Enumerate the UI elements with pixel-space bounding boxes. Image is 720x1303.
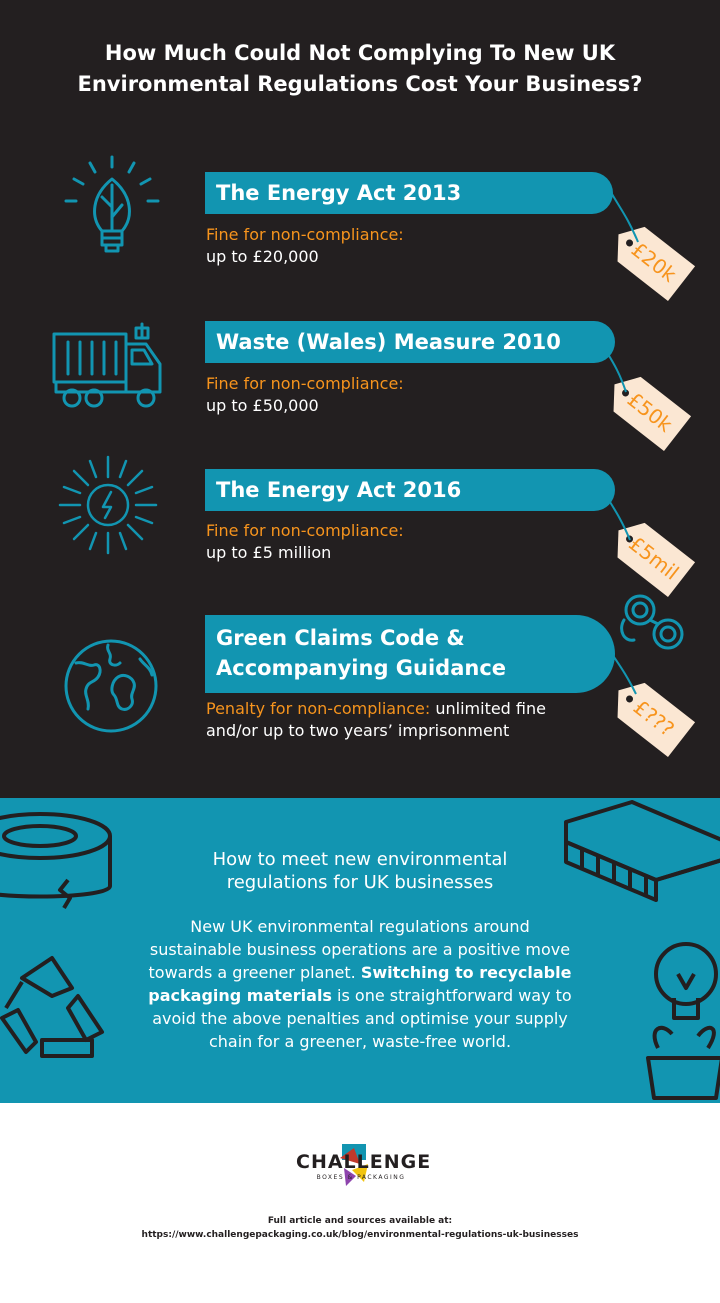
fine-label: Penalty for non-compliance: [206, 699, 431, 718]
solution-body [100, 915, 620, 1053]
plant-lightbulb-icon [638, 938, 720, 1103]
solution-body-line-1: New UK environmental regulations around [190, 917, 530, 936]
solution-heading-line-1: How to meet new environmental [212, 849, 508, 870]
sun-energy-icon [58, 455, 158, 560]
title-line-2: Environmental Regulations Cost Your Business? [77, 72, 643, 96]
regulation-name: Waste (Wales) Measure 2010 [216, 330, 561, 354]
footer-source-link[interactable]: https://www.challengepackaging.co.uk/blog/environmental-regulations-uk-businesses [141, 1230, 579, 1240]
solution-section [0, 798, 720, 1103]
solution-heading [150, 848, 570, 894]
fine-value: up to £5 million [206, 543, 332, 562]
tag-string [606, 190, 646, 250]
tag-string [606, 650, 646, 700]
solution-body-line-2: sustainable business operations are a positive move [149, 940, 571, 959]
fine-value: up to £20,000 [206, 247, 319, 266]
page-title [0, 38, 720, 100]
price-tag-label: £50k [622, 387, 677, 437]
solution-body-line-6: chain for a greener, waste-free world. [208, 1032, 512, 1051]
logo-wordmark: CHALLENGE [296, 1151, 432, 1173]
solution-body-line-5: avoid the above penalties and optimise your supply [152, 1009, 568, 1028]
fine-label: Fine for non-compliance: [206, 521, 404, 540]
tag-string [596, 340, 636, 400]
fine-value: up to £50,000 [206, 396, 319, 415]
fine-text-energy-act-2016 [206, 520, 404, 564]
regulation-banner-green-claims [205, 615, 615, 693]
regulation-name: The Energy Act 2013 [216, 181, 462, 205]
solution-body-line-3b: Switching to recyclable [360, 963, 572, 982]
regulation-banner-waste-wales [205, 321, 615, 363]
solution-body-line-4a: packaging materials [148, 986, 332, 1005]
logo-subtitle: BOXES & PACKAGING [316, 1174, 406, 1181]
cardboard-sheet-icon [562, 800, 720, 920]
solution-body-line-4b: is one straightforward way to [331, 986, 572, 1005]
price-tag-label: £20k [626, 237, 681, 287]
tape-roll-icon [0, 808, 120, 918]
fine-text-waste-wales [206, 373, 404, 417]
waste-truck-icon [50, 320, 172, 417]
footer [0, 1214, 720, 1242]
regulation-name-line-2: Accompanying Guidance [216, 656, 507, 680]
fine-text-energy-act-2013 [206, 224, 404, 268]
regulation-banner-energy-act-2013 [205, 172, 613, 214]
price-tag-label: £??? [628, 694, 679, 742]
regulation-name-line-1: Green Claims Code & [216, 626, 465, 650]
fine-text-green-claims [206, 698, 546, 742]
regulation-name: The Energy Act 2016 [216, 478, 462, 502]
solution-body-line-3a: towards a greener planet. [148, 963, 361, 982]
fine-label: Fine for non-compliance: [206, 374, 404, 393]
price-tag-label: £5mil [624, 531, 684, 585]
leaf-lightbulb-icon [62, 155, 162, 270]
title-line-1: How Much Could Not Complying To New UK [104, 41, 616, 65]
footer-line-1: Full article and sources available at: [267, 1216, 453, 1226]
fine-value-1: unlimited fine [435, 699, 546, 718]
tag-string [598, 488, 638, 548]
fine-label: Fine for non-compliance: [206, 225, 404, 244]
regulation-banner-energy-act-2016 [205, 469, 615, 511]
solution-heading-line-2: regulations for UK businesses [226, 872, 494, 893]
challenge-logo [296, 1140, 432, 1190]
globe-icon [62, 637, 160, 740]
fine-value-2: and/or up to two years’ imprisonment [206, 721, 510, 740]
